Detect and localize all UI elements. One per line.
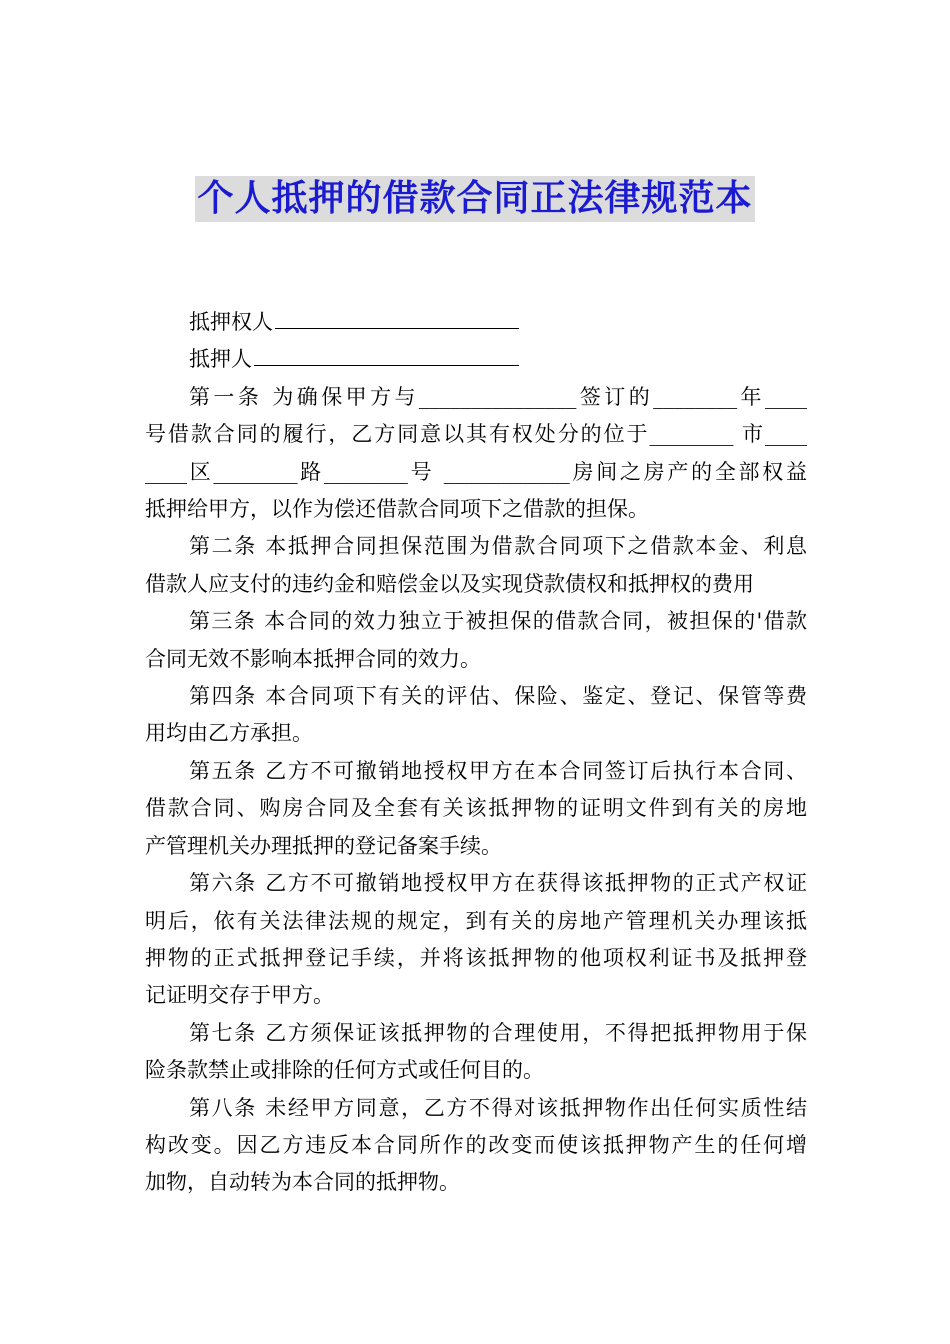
text-line: 记证明交存于甲方。 <box>145 983 334 1008</box>
text-line: 第一条 为确保甲方与_______________签订的________年____ <box>189 384 807 409</box>
text-line: 第五条 乙方不可撤销地授权甲方在本合同签订后执行本合同、 <box>189 758 807 783</box>
mortgagee-label: 抵押权人 <box>189 310 273 334</box>
text-line: 险条款禁止或排除的任何方式或任何目的。 <box>145 1058 544 1083</box>
text-line: 产管理机关办理抵押的登记备案手续。 <box>145 833 502 858</box>
text-line: 第三条 本合同的效力独立于被担保的借款合同，被担保的'借款 <box>189 609 807 634</box>
text-line: 押物的正式抵押登记手续，并将该抵押物的他项权利证书及抵押登 <box>145 945 807 970</box>
text-line: 抵押给甲方，以作为偿还借款合同项下之借款的担保。 <box>145 497 649 522</box>
text-line: 合同无效不影响本抵押合同的效力。 <box>145 646 481 671</box>
text-line: 第八条 未经甲方同意，乙方不得对该抵押物作出任何实质性结 <box>189 1095 807 1120</box>
document-title: 个人抵押的借款合同正法律规范本 <box>195 176 754 222</box>
text-line: 用均由乙方承担。 <box>145 721 313 746</box>
mortgagor-line <box>145 341 807 378</box>
mortgagor-label: 抵押人 <box>189 347 252 372</box>
text-line: 第二条 本抵押合同担保范围为借款合同项下之借款本金、利息 <box>189 534 807 559</box>
text-line: 明后，依有关法律法规的规定，到有关的房地产管理机关办理该抵 <box>145 908 807 933</box>
text-line: 借款合同、购房合同及全套有关该抵押物的证明文件到有关的房地 <box>145 796 807 821</box>
text-line: ____区________路________号 ____________房间之房产的全部权益 <box>145 459 807 484</box>
mortgagee-blank <box>275 306 519 329</box>
mortgagee-line <box>145 304 807 341</box>
text-line: 第四条 本合同项下有关的评估、保险、鉴定、登记、保管等费 <box>189 684 807 709</box>
text-line: 构改变。因乙方违反本合同所作的改变而使该抵押物产生的任何增 <box>145 1132 807 1157</box>
text-line: 借款人应支付的违约金和赔偿金以及实现贷款债权和抵押权的费用 <box>145 571 754 596</box>
text-line: 第六条 乙方不可撤销地授权甲方在获得该抵押物的正式产权证 <box>189 871 807 896</box>
document-body <box>145 304 807 1202</box>
title-wrap <box>0 176 950 222</box>
text-line: 第七条 乙方须保证该抵押物的合理使用，不得把抵押物用于保 <box>189 1020 807 1045</box>
text-line: 号借款合同的履行，乙方同意以其有权处分的位于________ 市____ <box>145 422 807 447</box>
mortgagor-blank <box>254 343 519 366</box>
text-line: 加物，自动转为本合同的抵押物。 <box>145 1170 460 1195</box>
